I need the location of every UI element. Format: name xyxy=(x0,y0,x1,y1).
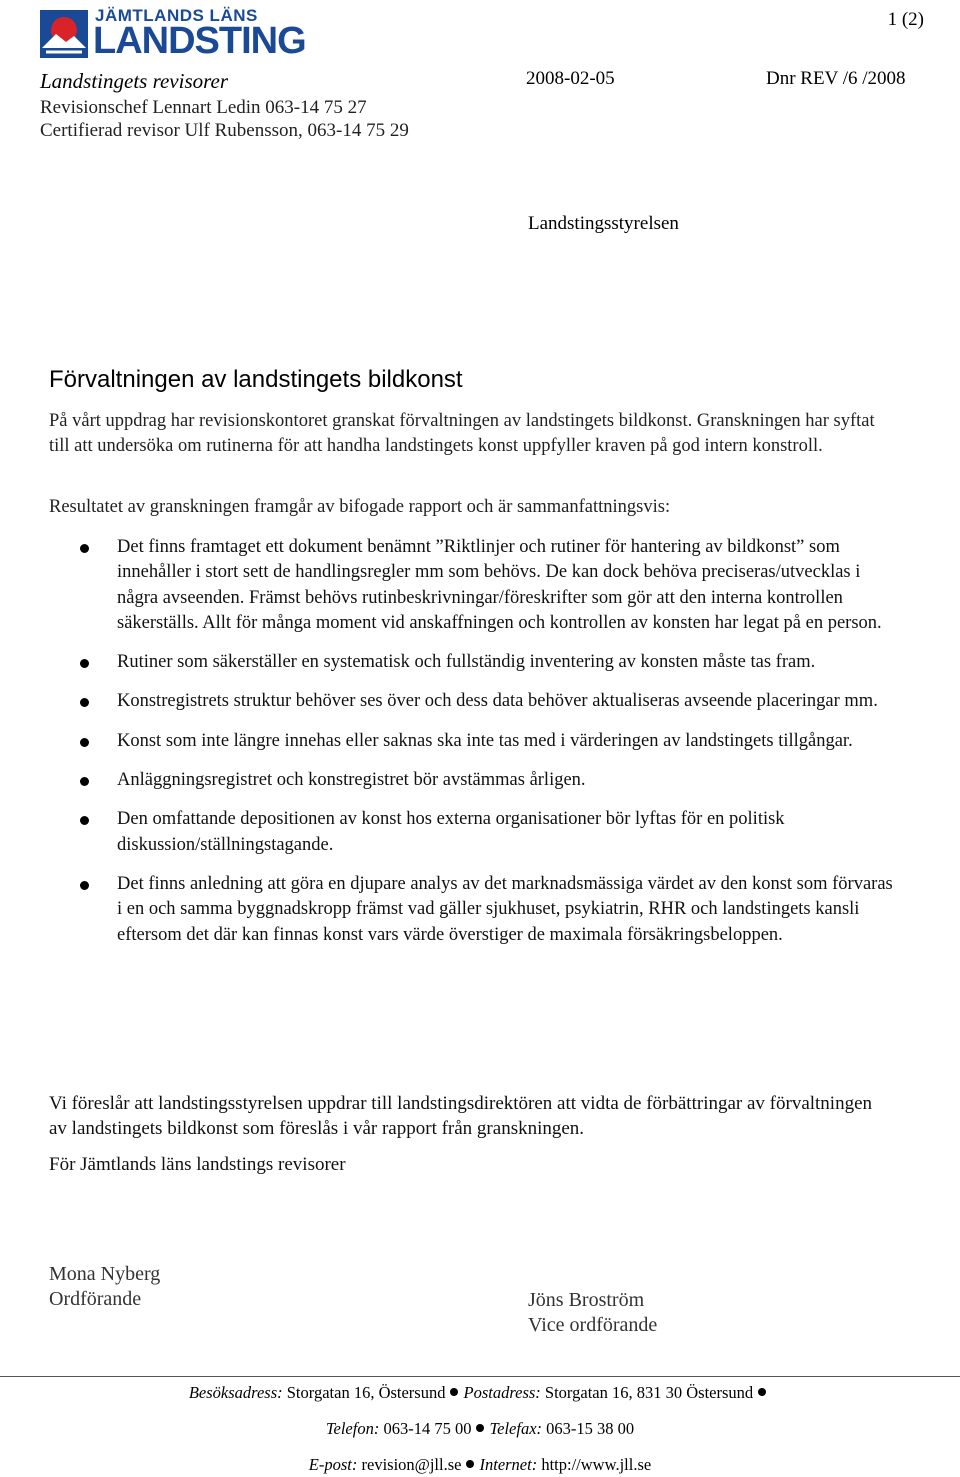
bullet-icon xyxy=(758,1388,766,1396)
signatory-role: Vice ordförande xyxy=(528,1314,658,1336)
bullet-icon xyxy=(80,881,89,890)
list-item: Det finns framtaget ett dokument benämnt ”Riktlinjer och rutiner för hantering av bildkonst” som innehåller i stort sett de handlingsregler mm som behövs. De kan dock behöva preciseras/utvecklas i några avseenden. Främst behövs rutinbeskrivningar/föreskrifter som gör att den interna kontrollen säkerställs. Allt för många moment vid anskaffningen och kontrollen av konsten har legat på en person. xyxy=(80,535,900,636)
list-item: Det finns anledning att göra en djupare analys av det marknadsmässiga värdet av den konst som förvaras i en och samma byggnadskropp främst vad gäller sjukhuset, psykiatrin, RHR och landstingets kansli eftersom det där kan finnas konst vars värde överstiger de maximala försäkringsbeloppen. xyxy=(80,872,900,948)
reference-number: Dnr REV /6 /2008 xyxy=(766,68,906,89)
proposal-paragraph: Vi föreslår att landstingsstyrelsen uppdrar till landstingsdirektören att vidta de förbättringar av förvaltningen av landstingets bildkonst som föreslås i vår rapport från granskningen. xyxy=(49,1093,873,1139)
signatory-name: Mona Nyberg xyxy=(49,1263,161,1285)
signatory-role: Ordförande xyxy=(49,1288,142,1310)
logo-text-line1: JÄMTLANDS LÄNS xyxy=(95,6,258,25)
footer-contact-line: E-post: revision@jll.se Internet: http://www.jll.se xyxy=(308,1455,652,1474)
bullet-icon xyxy=(80,698,89,707)
logo-text-line2: LANDSTING xyxy=(93,20,306,62)
list-item: Konstregistrets struktur behöver ses över och dess data behöver aktualiseras avseende placeringar mm. xyxy=(80,689,900,714)
recipient: Landstingsstyrelsen xyxy=(528,213,679,234)
bullet-icon xyxy=(466,1460,474,1468)
list-item: Konst som inte längre innehas eller saknas ska inte tas med i värderingen av landstingets tillgångar. xyxy=(80,729,900,754)
list-item: Anläggningsregistret och konstregistret bör avstämmas årligen. xyxy=(80,768,900,793)
website-link[interactable]: http://www.jll.se xyxy=(541,1455,652,1474)
signature-block-1 xyxy=(49,1262,160,1312)
findings-list xyxy=(80,535,900,948)
page-number: 1 (2) xyxy=(887,9,924,30)
bullet-icon xyxy=(450,1388,458,1396)
bullet-icon xyxy=(476,1424,484,1432)
bullet-icon xyxy=(80,777,89,786)
signatory-name: Jöns Broström xyxy=(528,1289,645,1311)
footer-address-line: Besöksadress: Storgatan 16, Östersund Postadress: Storgatan 16, 831 30 Östersund xyxy=(0,1383,960,1403)
list-item: Den omfattande depositionen av konst hos externa organisationer bör lyftas för en politisk diskussion/ställningstagande. xyxy=(80,807,900,858)
email-link[interactable]: revision@jll.se xyxy=(361,1455,462,1474)
signature-block-2 xyxy=(528,1288,657,1338)
intro-paragraph: På vårt uppdrag har revisionskontoret granskat förvaltningen av landstingets bildkonst. Granskningen har syftat till att undersöka om rutinerna för att handha landstingets konst uppfyller kraven på god intern konstroll. xyxy=(49,411,875,456)
list-item: Rutiner som säkerställer en systematisk och fullständig inventering av konsten måste tas fram. xyxy=(80,650,900,675)
bullet-icon xyxy=(80,544,89,553)
bullet-icon xyxy=(80,816,89,825)
contact-line-1: Revisionschef Lennart Ledin 063-14 75 27 xyxy=(40,97,367,118)
footer-phone-line: Telefon: 063-14 75 00 Telefax: 063-15 38 00 xyxy=(325,1419,635,1438)
bullet-icon xyxy=(80,738,89,747)
document-title: Förvaltningen av landstingets bildkonst xyxy=(49,366,463,393)
landsting-logo xyxy=(40,8,315,60)
document-date: 2008-02-05 xyxy=(526,68,615,89)
footer-divider xyxy=(0,1376,960,1377)
contact-line-2: Certifierad revisor Ulf Rubensson, 063-14 75 29 xyxy=(40,120,409,141)
summary-lead: Resultatet av granskningen framgår av bifogade rapport och är sammanfattningsvis: xyxy=(49,497,671,517)
closing-line: För Jämtlands läns landstings revisorer xyxy=(49,1154,346,1175)
bullet-icon xyxy=(80,659,89,668)
department-name: Landstingets revisorer xyxy=(40,69,229,93)
